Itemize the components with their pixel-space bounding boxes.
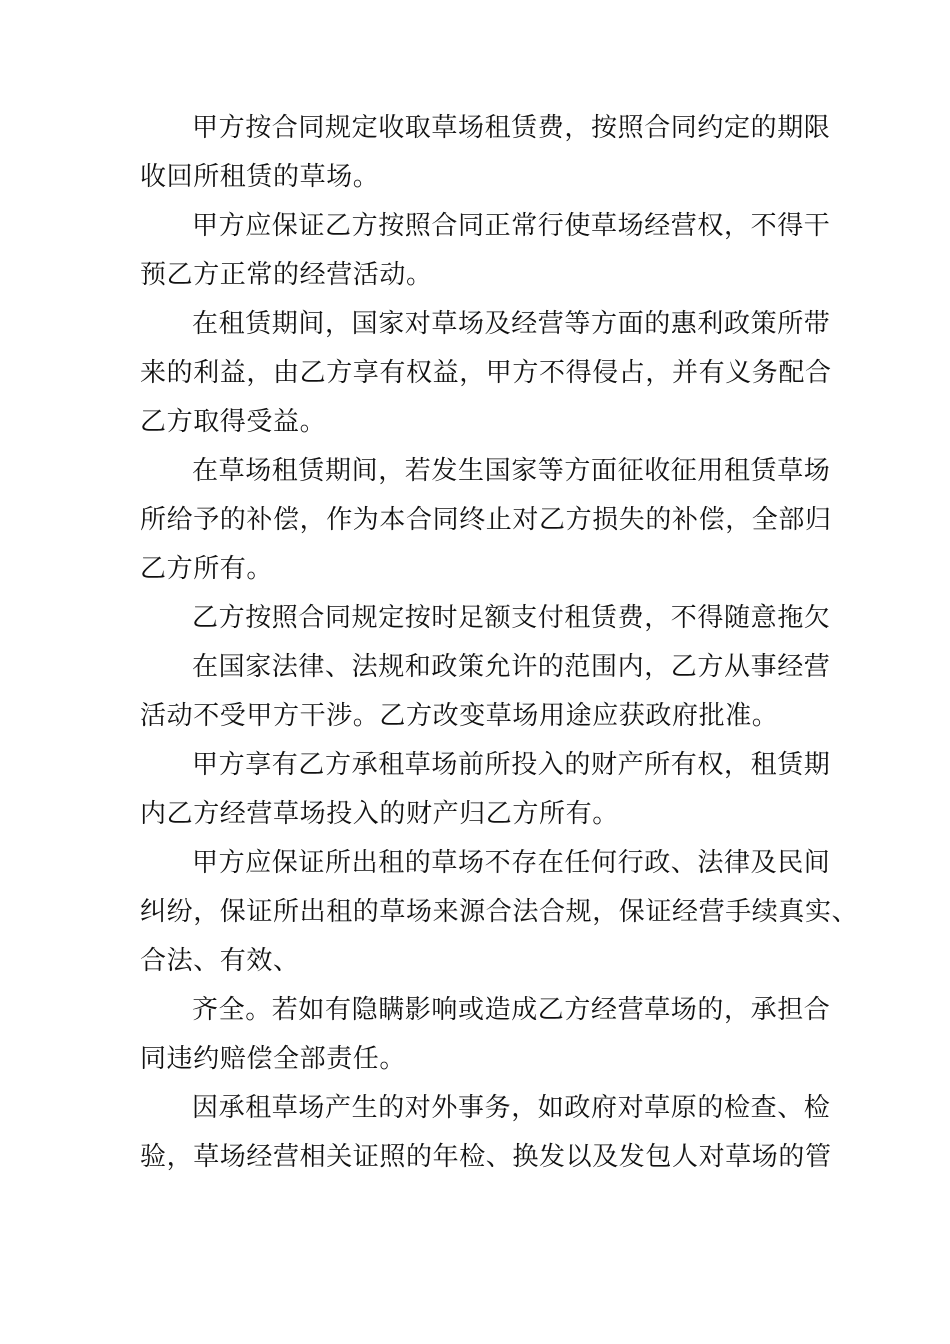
text-line: 乙方按照合同规定按时足额支付租赁费，不得随意拖欠 xyxy=(192,603,831,633)
text-line: 所给予的补偿，作为本合同终止对乙方损失的补偿，全部归 xyxy=(140,505,832,535)
text-line: 乙方取得受益。 xyxy=(140,407,327,437)
text-line: 收回所租赁的草场。 xyxy=(140,162,380,192)
text-line: 来的利益，由乙方享有权益，甲方不得侵占，并有义务配合 xyxy=(140,358,832,388)
text-line: 乙方所有。 xyxy=(140,554,274,584)
text-line: 因承租草场产生的对外事务，如政府对草原的检查、检 xyxy=(192,1093,831,1123)
text-line: 活动不受甲方干涉。乙方改变草场用途应获政府批准。 xyxy=(140,701,779,731)
text-line: 纠纷，保证所出租的草场来源合法合规，保证经营手续真实、 xyxy=(140,897,859,927)
text-line: 在租赁期间，国家对草场及经营等方面的惠利政策所带 xyxy=(192,309,831,339)
text-line: 预乙方正常的经营活动。 xyxy=(140,260,433,290)
text-line: 验，草场经营相关证照的年检、换发以及发包人对草场的管 xyxy=(140,1142,832,1172)
text-line: 甲方应保证所出租的草场不存在任何行政、法律及民间 xyxy=(192,848,831,878)
document-body xyxy=(140,104,859,1182)
text-line: 甲方应保证乙方按照合同正常行使草场经营权，不得干 xyxy=(192,211,831,241)
text-line: 合法、有效、 xyxy=(140,946,300,976)
text-line: 同违约赔偿全部责任。 xyxy=(140,1044,407,1074)
text-line: 在草场租赁期间，若发生国家等方面征收征用租赁草场 xyxy=(192,456,831,486)
text-line: 齐全。若如有隐瞒影响或造成乙方经营草场的，承担合 xyxy=(192,995,831,1025)
text-line: 在国家法律、法规和政策允许的范围内，乙方从事经营 xyxy=(192,652,831,682)
text-line: 甲方按合同规定收取草场租赁费，按照合同约定的期限 xyxy=(192,113,831,143)
text-line: 内乙方经营草场投入的财产归乙方所有。 xyxy=(140,799,619,829)
text-line: 甲方享有乙方承租草场前所投入的财产所有权，租赁期 xyxy=(192,750,831,780)
